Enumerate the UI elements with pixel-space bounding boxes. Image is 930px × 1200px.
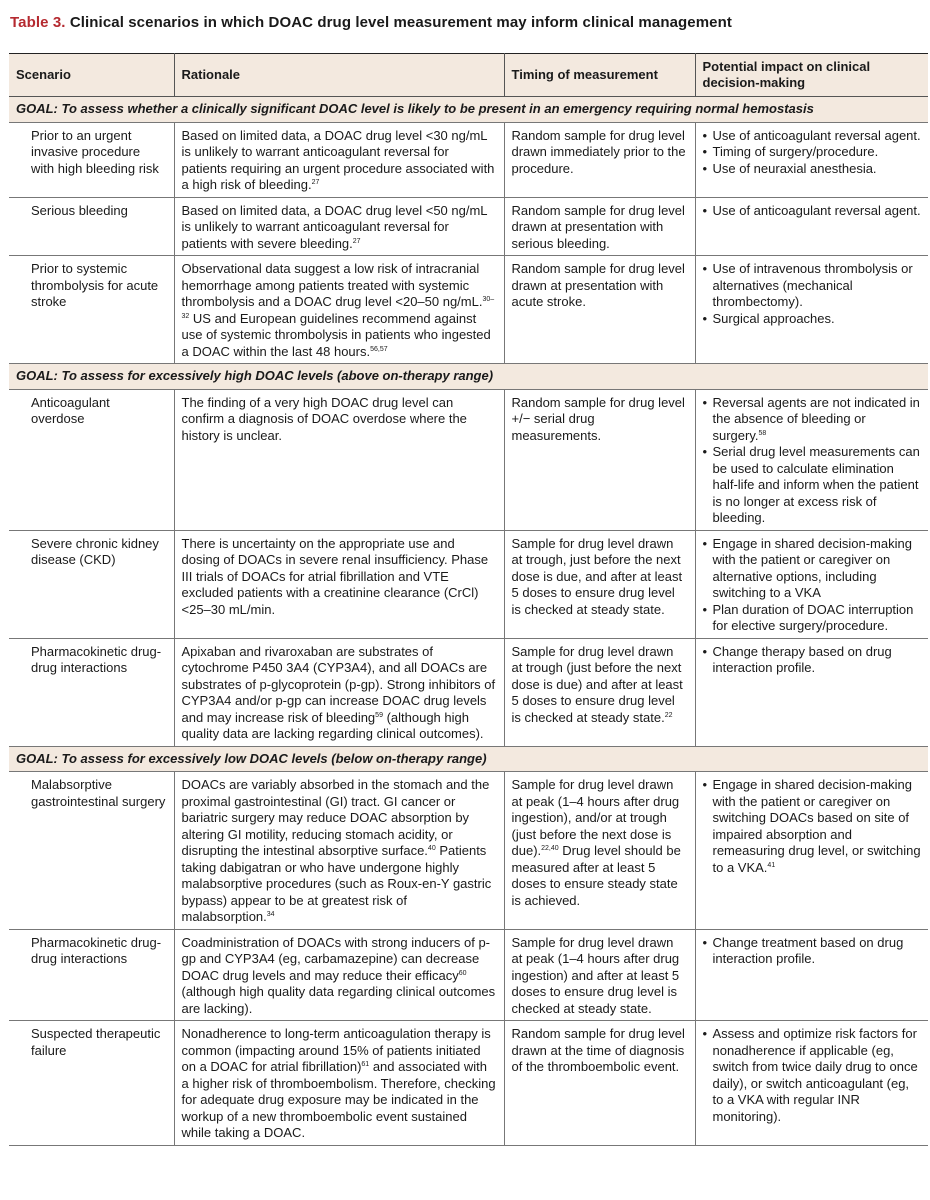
rationale-cell: Apixaban and rivaroxaban are substrates of cytochrome P450 3A4 (CYP3A4), and all DOACs are substrates of p-glycoprotein (p-gp). Strong inhibitors of CYP3A4 and/or p-gp can increase DOAC drug levels and may increase risk of bleeding$^{59}$ (although high quality data are lacking regarding clinical outcomes). xyxy=(174,638,504,746)
rationale-cell: Coadministration of DOACs with strong inducers of p-gp and CYP3A4 (eg, carbamazepine) can decrease DOAC drug levels and may reduce their efficacy$^{60}$ (although high quality data regarding clinical outcomes are lacking). xyxy=(174,929,504,1021)
goal-row xyxy=(9,364,928,390)
table-row xyxy=(9,197,928,256)
impact-cell xyxy=(695,530,928,638)
impact-cell xyxy=(695,929,928,1021)
timing-cell: Random sample for drug level drawn immediately prior to the procedure. xyxy=(504,122,695,197)
timing-cell: Sample for drug level drawn at trough, just before the next dose is due, and after at least 5 doses to ensure drug level is checked at steady state. xyxy=(504,530,695,638)
scenario-cell: Serious bleeding xyxy=(9,197,174,256)
table-row xyxy=(9,256,928,364)
goal-text: GOAL: To assess for excessively low DOAC levels (below on-therapy range) xyxy=(9,746,928,772)
goal-row xyxy=(9,97,928,123)
rationale-cell: Based on limited data, a DOAC drug level <50 ng/mL is unlikely to warrant anticoagulant reversal for patients with severe bleeding.$^{27}$ xyxy=(174,197,504,256)
list-item: • Use of intravenous thrombolysis or alternatives (mechanical thrombectomy). xyxy=(703,261,922,311)
impact-cell xyxy=(695,638,928,746)
list-item: • Timing of surgery/procedure. xyxy=(703,144,922,161)
timing-cell: Random sample for drug level drawn at the time of diagnosis of the thromboembolic event. xyxy=(504,1021,695,1146)
goal-row xyxy=(9,746,928,772)
impact-cell xyxy=(695,197,928,256)
header-impact: Potential impact on clinical decision-making xyxy=(695,54,928,97)
scenario-cell: Anticoagulant overdose xyxy=(9,389,174,530)
timing-cell: Sample for drug level drawn at peak (1–4 hours after drug ingestion), and/or at trough (just before the next dose is due).$^{22,40}$ Drug level should be measured after at least 5 doses to ensure steady state is achieved. xyxy=(504,772,695,930)
list-item: • Engage in shared decision-making with the patient or caregiver on switching DOACs based on site of impaired absorption and remeasuring drug level, or switching to a VKA.$^{41}$ xyxy=(703,777,922,876)
table-row xyxy=(9,772,928,930)
rationale-cell: Nonadherence to long-term anticoagulation therapy is common (impacting around 15% of patients initiated on a DOAC for atrial fibrillation)$^{61}$ and associated with a higher risk of thromboembolism. Therefore, checking for adequate drug exposure may be indicated in the workup of a new thromboembolic event sustained while taking a DOAC. xyxy=(174,1021,504,1146)
timing-cell: Sample for drug level drawn at trough (just before the next dose is due) and after at least 5 doses to ensure drug level is checked at steady state.$^{22}$ xyxy=(504,638,695,746)
impact-cell xyxy=(695,122,928,197)
scenario-cell: Suspected therapeutic failure xyxy=(9,1021,174,1146)
scenario-cell: Prior to systemic thrombolysis for acute stroke xyxy=(9,256,174,364)
table-caption xyxy=(10,14,732,31)
rationale-cell: There is uncertainty on the appropriate use and dosing of DOACs in severe renal insufficiency. Phase III trials of DOACs for atrial fibrillation and VTE excluded patients with a creatinine clearance (CrCl) <25–30 mL/min. xyxy=(174,530,504,638)
impact-cell xyxy=(695,772,928,930)
header-timing: Timing of measurement xyxy=(504,54,695,97)
rationale-cell: DOACs are variably absorbed in the stomach and the proximal gastrointestinal (GI) tract. GI cancer or bariatric surgery may reduce DOAC absorption by altering GI motility, reducing stomach acidity, or disrupting the intestinal absorptive surface.$^{40}$ Patients taking dabigatran or who have undergone highly malabsorptive procedures (such as Roux-en-Y gastric bypass) appear to be at greatest risk of malabsorption.$^{34}$ xyxy=(174,772,504,930)
scenario-cell: Prior to an urgent invasive procedure with high bleeding risk xyxy=(9,122,174,197)
header-scenario: Scenario xyxy=(9,54,174,97)
list-item: • Assess and optimize risk factors for nonadherence if applicable (eg, switch from twice daily drug to once daily), or switch anticoagulant (eg, to a VKA with regular INR monitoring). xyxy=(703,1026,922,1125)
impact-cell xyxy=(695,1021,928,1146)
list-item: • Use of neuraxial anesthesia. xyxy=(703,161,922,178)
impact-cell xyxy=(695,256,928,364)
rationale-cell: Observational data suggest a low risk of intracranial hemorrhage among patients treated with systemic thrombolysis and a DOAC drug level <20–50 ng/mL.$^{30-32}$ US and European guidelines recommend against use of systemic thrombolysis in patients who ingested a DOAC within the last 48 hours.$^{56,57}$ xyxy=(174,256,504,364)
list-item: • Engage in shared decision-making with the patient or caregiver on alternative options, including switching to a VKA xyxy=(703,536,922,602)
scenario-cell: Severe chronic kidney disease (CKD) xyxy=(9,530,174,638)
table-number: Table 3. xyxy=(10,14,66,31)
timing-cell: Sample for drug level drawn at peak (1–4 hours after drug ingestion) and after at least 5 doses to ensure drug level is checked at steady state. xyxy=(504,929,695,1021)
doac-scenarios-table xyxy=(9,53,928,1146)
table-title: Clinical scenarios in which DOAC drug level measurement may inform clinical management xyxy=(69,14,732,31)
list-item: • Use of anticoagulant reversal agent. xyxy=(703,203,922,220)
list-item: • Change treatment based on drug interaction profile. xyxy=(703,935,922,968)
rationale-cell: The finding of a very high DOAC drug level can confirm a diagnosis of DOAC overdose where the history is unclear. xyxy=(174,389,504,530)
rationale-cell: Based on limited data, a DOAC drug level <30 ng/mL is unlikely to warrant anticoagulant reversal for patients requiring an urgent procedure associated with a high risk of bleeding.$^{27}$ xyxy=(174,122,504,197)
list-item: • Plan duration of DOAC interruption for elective surgery/procedure. xyxy=(703,602,922,635)
timing-cell: Random sample for drug level drawn at presentation with serious bleeding. xyxy=(504,197,695,256)
goal-text: GOAL: To assess whether a clinically significant DOAC level is likely to be present in an emergency requiring normal hemostasis xyxy=(9,97,928,123)
impact-cell xyxy=(695,389,928,530)
scenario-cell: Pharmacokinetic drug-drug interactions xyxy=(9,638,174,746)
timing-cell: Random sample for drug level +/− serial drug measurements. xyxy=(504,389,695,530)
table-row xyxy=(9,929,928,1021)
table-row xyxy=(9,530,928,638)
goal-text: GOAL: To assess for excessively high DOAC levels (above on-therapy range) xyxy=(9,364,928,390)
list-item: • Surgical approaches. xyxy=(703,311,922,328)
scenario-cell: Pharmacokinetic drug-drug interactions xyxy=(9,929,174,1021)
scenario-cell: Malabsorptive gastrointestinal surgery xyxy=(9,772,174,930)
list-item: • Change therapy based on drug interaction profile. xyxy=(703,644,922,677)
table-row xyxy=(9,389,928,530)
list-item: • Use of anticoagulant reversal agent. xyxy=(703,128,922,145)
timing-cell: Random sample for drug level drawn at presentation with acute stroke. xyxy=(504,256,695,364)
list-item: • Reversal agents are not indicated in the absence of bleeding or surgery.$^{58}$ xyxy=(703,395,922,445)
header-row xyxy=(9,54,928,97)
table-row xyxy=(9,638,928,746)
table-row xyxy=(9,122,928,197)
header-rationale: Rationale xyxy=(174,54,504,97)
list-item: • Serial drug level measurements can be used to calculate elimination half-life and inform when the patient is no longer at excess risk of bleeding. xyxy=(703,444,922,527)
table-row xyxy=(9,1021,928,1146)
